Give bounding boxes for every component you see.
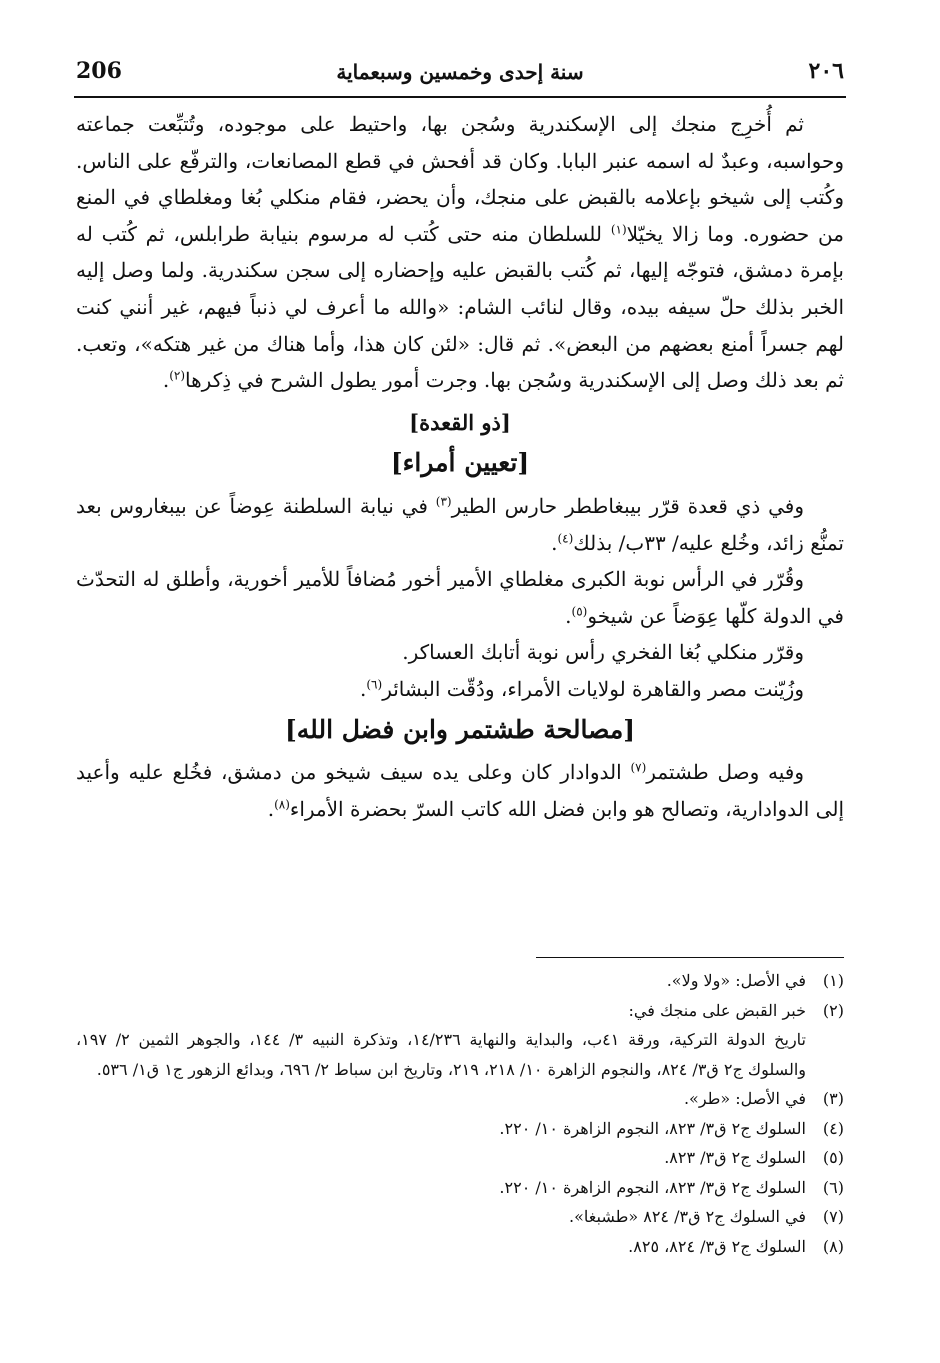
footnote-5 [76,1143,844,1173]
footnote-ref-6[interactable]: (٦) [366,677,383,692]
paragraph-text: وقُرّر في الرأس نوبة الكبرى مغلطاي الأمير أخور مُضافاً للأمير أخورية، وأطلق له التحدّث في الدولة كلّها عِوَضاً عن شيخو [76,567,844,628]
footnote-number: (١) [822,971,844,990]
paragraph-text: . [565,603,572,628]
footnote-4 [76,1114,844,1144]
footnote-3 [76,1084,844,1114]
paragraph-1 [76,106,844,399]
footnote-text: في الأصل: «ولا ولا». [666,971,806,990]
footnotes [76,966,844,1261]
footnote-7 [76,1202,844,1232]
page-number-latin: 206 [76,58,122,84]
footnote-body [76,996,806,1085]
footnote-text: في الأصل: «طر». [683,1089,806,1108]
footnote-text: السلوك ج٢ ق٣/ ٨٢٣. [664,1148,806,1167]
footnote-6 [76,1173,844,1203]
footnote-number: (٤) [822,1118,844,1138]
month-heading: [ذو القعدة] [409,409,511,435]
footnote-text: خبر القبض على منجك في: [628,1000,806,1020]
paragraph-text: وفيه وصل طشتمر [646,760,804,785]
footnote-number: (٧) [822,1207,844,1226]
paragraph-text: للسلطان منه حتى كُتب له مرسوم بنيابة طرابلس، ثم كُتب له بإمرة دمشق، فتوجّه إليها، ثم كُتب بالقبض عليه وإحضاره إلى سجن سكندرية. ولما وصل إليه الخبر بذلك حلّ سيفه بيده، وقال لنائب الشام: «والله ما أعرف لي ذنباً فيهم، غير أنني كنت لهم جسراً أمنع بعضهم من البعض». ثم قال: «لئن كان هذا، وأما هناك من غير هتكه»، وتعب. ثم بعد ذلك وصل إلى الإسكندرية وسُجن بها. وجرت أمور يطول الشرح في ذِكرها [76,221,844,393]
page-number-arabic: ٢٠٦ [808,58,844,84]
paragraph-text: ثم أُخرِج منجك إلى الإسكندرية وسُجن بها، واحتيط على موجوده، وتُتبِّعت جماعته وحواسبه، وعبدٌ له اسمه عنبر البابا. وكان قد أفحش في قطع المصانعات، والترفّع على الناس. وكُتب إلى شيخو بإعلامه بالقبض على منجك، وأن يحضر، فقام منكلي بُغا ومغلطاي في المنع من حضوره. وما زالا يخيّلا [76,112,844,246]
footnote-text: السلوك ج٢ ق٣/ ٨٢٤، ٨٢٥. [628,1236,806,1256]
footnote-ref-5[interactable]: (٥) [571,604,588,619]
footnote-8 [76,1232,844,1262]
footnote-number: (٥) [822,1148,844,1167]
paragraph-6 [76,754,844,827]
paragraph-4 [76,634,844,671]
footnote-ref-3[interactable]: (٣) [435,494,452,509]
section-heading-appointments: [تعيين أمراء] [390,448,530,478]
footnote-separator [536,957,844,958]
paragraph-text: . [360,676,367,701]
footnote-number: (٢) [822,1000,844,1020]
page-header [74,56,846,98]
paragraph-text: . [267,796,275,821]
paragraph-text: الدوادار كان وعلى يده سيف شيخو من دمشق، فخُلع عليه وأعيد إلى الدوادارية، وتصالح هو وابن فضل الله كاتب السرّ بحضرة الأمراء [76,760,844,821]
running-title: سنة إحدى وخمسين وسبعماية [336,60,584,84]
footnote-2 [76,996,844,1085]
footnote-number: (٣) [822,1089,844,1108]
paragraph-5 [76,671,844,708]
main-text [76,106,844,827]
footnote-1 [76,966,844,996]
paragraph-text: . [551,530,558,555]
paragraph-text: . [162,368,170,393]
footnote-ref-8[interactable]: (٨) [274,797,290,812]
footnote-text: السلوك ج٢ ق٣/ ٨٢٣، النجوم الزاهرة ١٠/ ٢٢٠. [499,1118,806,1138]
section-heading-reconciliation: [مصالحة طشتمر وابن فضل الله] [284,714,636,744]
paragraph-3 [76,561,844,634]
footnote-ref-4[interactable]: (٤) [557,530,574,545]
footnote-ref-7[interactable]: (٧) [630,760,647,775]
footnote-number: (٨) [822,1236,844,1256]
paragraph-text: وزُيّنت مصر والقاهرة لولايات الأمراء، ودُقّت البشائر [382,676,804,701]
footnote-text: في السلوك ج٢ ق٣/ ٨٢٤ «طشبغا». [569,1207,806,1226]
footnote-number: (٦) [822,1177,844,1197]
paragraph-text: وفي ذي قعدة قرّر بيبغاططر حارس الطير [451,493,804,518]
paragraph-2 [76,488,844,561]
paragraph-text: في نيابة السلطنة عِوضاً عن بيبغاروس بعد تمنُّع زائد، وخُلع عليه/ ٣٣ب/ بذلك [76,493,844,555]
footnote-ref-2[interactable]: (٢) [169,368,186,383]
footnote-sources: تاريخ الدولة التركية، ورقة ٤١ب، والبداية والنهاية ١٤/٢٣٦، وتذكرة النبيه ٣/ ١٤٤، والجوهر الثمين ٢/ ١٩٧، والسلوك ج٢ ق٣/ ٨٢٤، والنجوم الزاهرة ١٠/ ٢١٨، ٢١٩، وتاريخ ابن سباط ٢/ ٦٩٦، وبدائع الزهور ج١ ق١/ ٥٣٦. [76,1030,807,1079]
footnote-text: السلوك ج٢ ق٣/ ٨٢٣، النجوم الزاهرة ١٠/ ٢٢٠. [499,1177,806,1197]
footnote-ref-1[interactable]: (١) [610,222,627,237]
paragraph-text: وقرّر منكلي بُغا الفخري رأس نوبة أتابك العساكر. [402,640,804,665]
